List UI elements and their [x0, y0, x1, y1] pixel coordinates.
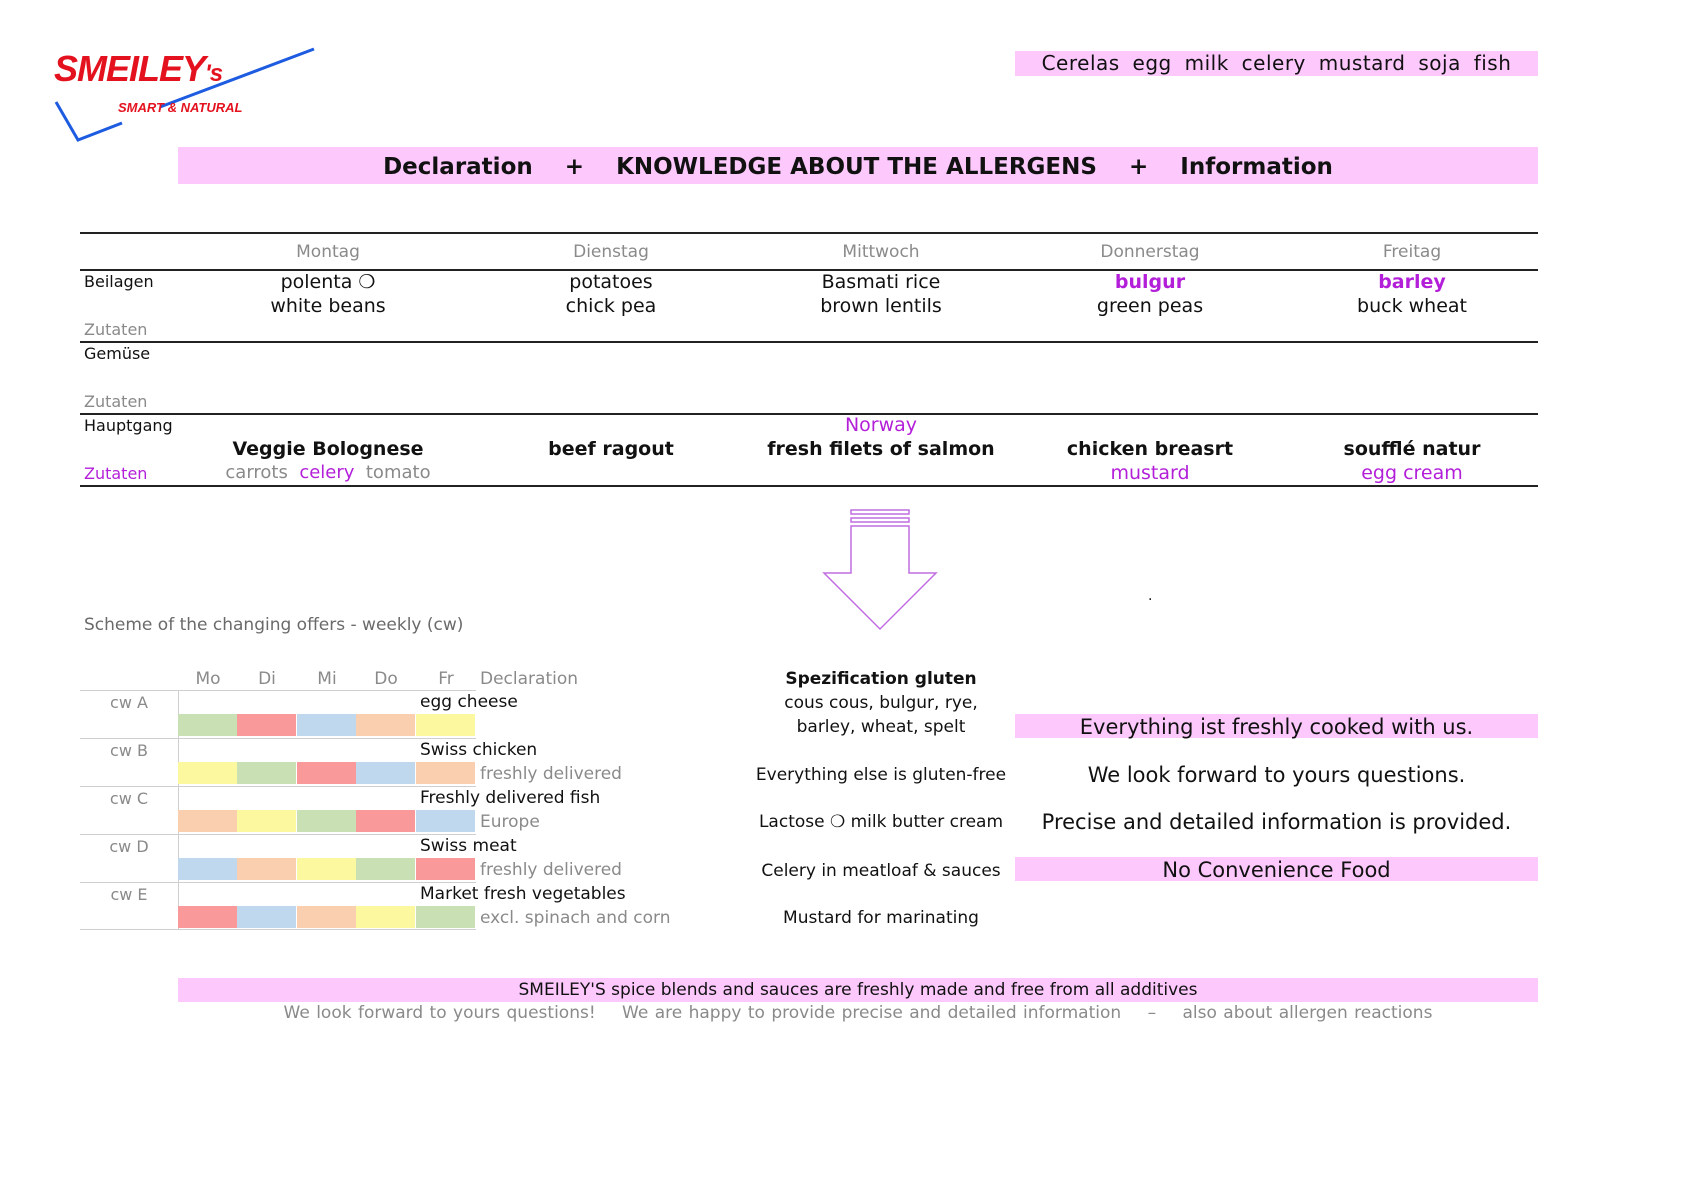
side-dish-thursday	[1010, 270, 1290, 318]
swatch-orange	[237, 858, 296, 880]
swatch-yellow	[356, 906, 415, 928]
swatch-red	[356, 810, 415, 832]
swatch-orange	[416, 762, 475, 784]
allergen-soja: soja	[1418, 51, 1461, 75]
swatch-blue	[297, 714, 356, 736]
dish-name: fresh filets of salmon	[767, 438, 995, 460]
cw-label-a: cw A	[110, 693, 148, 712]
swatch-orange	[297, 906, 356, 928]
row-label-hauptgang: Hauptgang	[84, 416, 173, 435]
mustard-note: Mustard for marinating	[783, 908, 979, 928]
swatch-red	[297, 762, 356, 784]
side-line-allergen: bulgur	[1114, 271, 1186, 293]
lactose-note: Lactose ❍ milk butter cream	[758, 812, 1004, 832]
logo-wordmark: SMEILEY's	[54, 48, 223, 89]
cw-e-declaration: Market fresh vegetables	[420, 884, 626, 904]
cw-label-c: cw C	[109, 789, 149, 808]
cw-label-d: cw D	[109, 837, 149, 856]
col-head-fr: Fr	[438, 669, 454, 689]
swatch-green	[356, 858, 415, 880]
cw-e-note: excl. spinach and corn	[480, 908, 671, 928]
allergen-celery: celery	[1241, 51, 1306, 75]
side-line: chick pea	[565, 295, 657, 317]
info-freshly-cooked: Everything ist freshly cooked with us.	[1015, 714, 1538, 738]
allergen-legend	[1015, 51, 1538, 76]
side-line: potatoes	[569, 271, 653, 293]
side-dish-friday	[1272, 270, 1552, 318]
title-information: Information	[1180, 154, 1333, 180]
allergen-milk: milk	[1184, 51, 1229, 75]
cw-c-declaration: Freshly delivered fish	[420, 788, 601, 808]
cw-a-declaration: egg cheese	[420, 692, 518, 712]
ingredient: tomato	[365, 462, 431, 483]
ingredient-allergen: egg cream	[1361, 462, 1463, 484]
row-label-beilagen: Beilagen	[84, 272, 154, 291]
swatch-red	[416, 858, 475, 880]
cw-label-b: cw B	[110, 741, 148, 760]
day-wednesday: Mittwoch	[842, 242, 920, 262]
allergen-fish: fish	[1473, 51, 1512, 75]
footer-banner: SMEILEY'S spice blends and sauces are freshly made and free from all additives	[178, 978, 1538, 1002]
swatch-red	[178, 906, 237, 928]
title-plus: +	[564, 154, 585, 180]
main-dish-monday	[188, 437, 468, 485]
table-rule	[80, 341, 1538, 343]
page-title	[178, 147, 1538, 184]
col-head-di: Di	[258, 669, 276, 689]
day-monday: Montag	[296, 242, 360, 262]
swatch-yellow	[297, 858, 356, 880]
scheme-rule	[80, 834, 476, 835]
side-line: green peas	[1096, 295, 1204, 317]
row-label-zutaten-allergen: Zutaten	[84, 464, 148, 483]
side-line: buck wheat	[1357, 295, 1467, 317]
swatch-green	[297, 810, 356, 832]
info-precise: Precise and detailed information is provided.	[1041, 810, 1512, 834]
title-declaration: Declaration	[383, 154, 533, 180]
main-dish-friday	[1272, 437, 1552, 485]
dish-ingredients	[188, 461, 468, 485]
allergen-mustard: mustard	[1318, 51, 1406, 75]
dish-origin-allergen: Norway	[844, 414, 918, 436]
side-dish-wednesday	[741, 270, 1021, 318]
side-dish-monday	[188, 270, 468, 318]
footer-part: We look forward to yours questions!	[283, 1003, 596, 1023]
main-dish-tuesday: beef ragout	[548, 438, 674, 460]
cw-label-e: cw E	[110, 885, 148, 904]
cw-c-note: Europe	[480, 812, 540, 832]
cw-b-note: freshly delivered	[480, 764, 622, 784]
side-line: polenta ❍	[280, 271, 376, 293]
dish-name: Veggie Bolognese	[232, 438, 424, 460]
logo-tagline: SMART & NATURAL	[118, 100, 243, 115]
cw-b-declaration: Swiss chicken	[420, 740, 538, 760]
main-dish-wednesday	[741, 413, 1021, 461]
col-head-declaration: Declaration	[480, 669, 579, 689]
title-knowledge: KNOWLEDGE ABOUT THE ALLERGENS	[616, 154, 1097, 180]
ingredient-allergen: celery	[299, 462, 355, 483]
swatch-blue	[178, 858, 237, 880]
swatch-blue	[356, 762, 415, 784]
scheme-rule	[80, 882, 476, 883]
col-head-do: Do	[374, 669, 398, 689]
row-label-zutaten: Zutaten	[84, 320, 148, 339]
gluten-free-note: Everything else is gluten-free	[755, 765, 1007, 785]
side-line-allergen: barley	[1378, 271, 1446, 293]
scheme-rule	[80, 929, 476, 930]
brand-logo	[52, 45, 322, 145]
info-questions: We look forward to yours questions.	[1087, 763, 1466, 787]
swatch-orange	[356, 714, 415, 736]
swatch-blue	[237, 906, 296, 928]
swatch-green	[178, 714, 237, 736]
side-line: brown lentils	[820, 295, 942, 317]
swatch-blue	[416, 810, 475, 832]
gluten-heading: Spezification gluten	[785, 669, 977, 689]
swatch-green	[237, 762, 296, 784]
row-label-gemuese: Gemüse	[84, 344, 151, 363]
footer-dash: –	[1147, 1003, 1157, 1023]
swatch-red	[237, 714, 296, 736]
cw-d-declaration: Swiss meat	[420, 836, 517, 856]
row-label-zutaten: Zutaten	[84, 392, 148, 411]
main-dish-thursday	[1010, 437, 1290, 485]
table-rule	[80, 232, 1538, 234]
stray-dot: .	[1148, 588, 1153, 604]
allergen-egg: egg	[1132, 51, 1172, 75]
day-friday: Freitag	[1382, 242, 1442, 262]
down-arrow-icon	[820, 508, 940, 633]
dish-name: chicken breasrt	[1066, 438, 1234, 460]
scheme-rule	[80, 786, 476, 787]
side-line: white beans	[270, 295, 386, 317]
scheme-rule	[80, 690, 476, 691]
scheme-rule	[80, 738, 476, 739]
swatch-orange	[178, 810, 237, 832]
dish-name: soufflé natur	[1343, 438, 1481, 460]
ingredient-allergen: mustard	[1110, 462, 1190, 484]
gluten-line: cous cous, bulgur, rye,	[784, 693, 978, 713]
info-no-convenience: No Convenience Food	[1015, 857, 1538, 881]
col-head-mi: Mi	[317, 669, 337, 689]
swatch-yellow	[416, 714, 475, 736]
side-line: Basmati rice	[821, 271, 941, 293]
footer-part: also about allergen reactions	[1182, 1003, 1433, 1023]
scheme-caption: Scheme of the changing offers - weekly (cw)	[84, 615, 464, 635]
swatch-yellow	[237, 810, 296, 832]
table-rule	[80, 485, 1538, 487]
allergen-cereals: Cerelas	[1041, 51, 1120, 75]
swatch-green	[416, 906, 475, 928]
gluten-line: barley, wheat, spelt	[796, 717, 966, 737]
celery-note: Celery in meatloaf & sauces	[761, 861, 1001, 881]
col-head-mo: Mo	[195, 669, 221, 689]
cw-d-note: freshly delivered	[480, 860, 622, 880]
day-tuesday: Dienstag	[573, 242, 649, 262]
side-dish-tuesday	[471, 270, 751, 318]
day-thursday: Donnerstag	[1100, 242, 1200, 262]
ingredient: carrots	[225, 462, 288, 483]
title-plus: +	[1128, 154, 1149, 180]
footer-note	[178, 1003, 1538, 1023]
swatch-yellow	[178, 762, 237, 784]
footer-part: We are happy to provide precise and detailed information	[622, 1003, 1122, 1023]
